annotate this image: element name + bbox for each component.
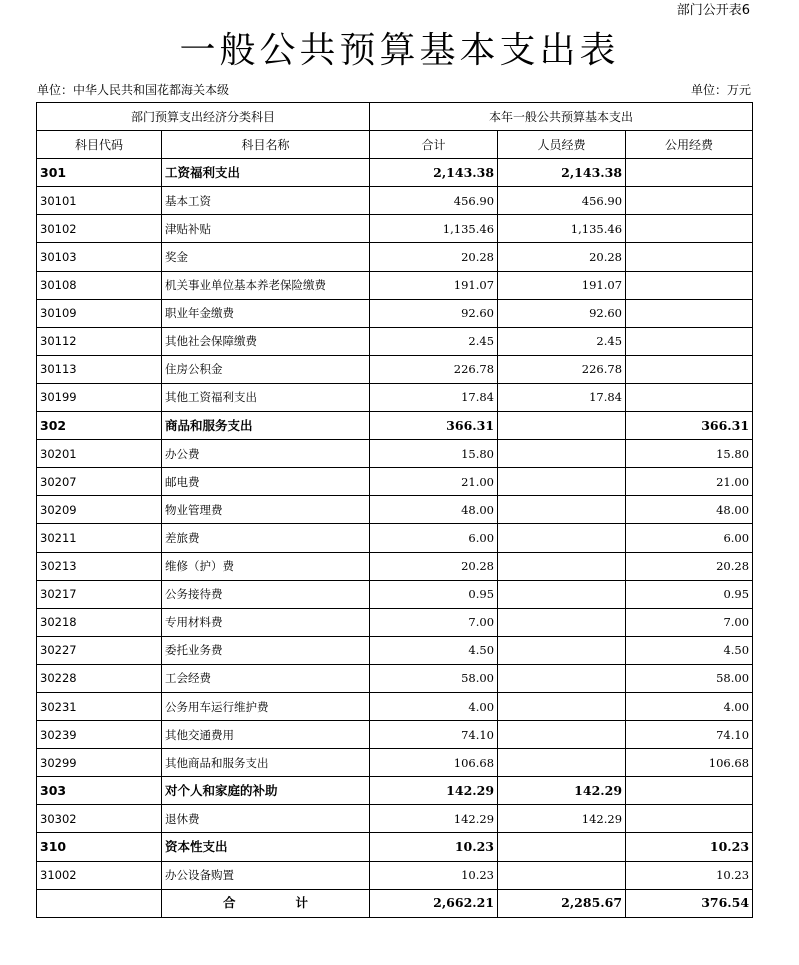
cell-total: 92.60 bbox=[370, 299, 498, 327]
cell-name: 其他社会保障缴费 bbox=[162, 327, 370, 355]
cell-name: 退休费 bbox=[162, 805, 370, 833]
cell-name: 住房公积金 bbox=[162, 355, 370, 383]
cell-total: 10.23 bbox=[370, 833, 498, 861]
cell-code: 30231 bbox=[37, 692, 162, 720]
table-row bbox=[37, 861, 753, 889]
cell-public: 15.80 bbox=[626, 440, 753, 468]
cell-total: 20.28 bbox=[370, 243, 498, 271]
cell-code: 30101 bbox=[37, 187, 162, 215]
cell-name: 津贴补贴 bbox=[162, 215, 370, 243]
cell-name: 其他工资福利支出 bbox=[162, 383, 370, 411]
cell-total: 7.00 bbox=[370, 608, 498, 636]
cell-personnel: 142.29 bbox=[498, 777, 626, 805]
cell-code: 30299 bbox=[37, 749, 162, 777]
cell-name: 基本工资 bbox=[162, 187, 370, 215]
cell-total: 1,135.46 bbox=[370, 215, 498, 243]
header-group-expenditure: 本年一般公共预算基本支出 bbox=[370, 103, 753, 131]
cell-code: 30102 bbox=[37, 215, 162, 243]
total-public: 376.54 bbox=[626, 889, 753, 917]
table-row bbox=[37, 327, 753, 355]
cell-total: 191.07 bbox=[370, 271, 498, 299]
cell-code: 30217 bbox=[37, 580, 162, 608]
cell-public: 74.10 bbox=[626, 721, 753, 749]
total-label bbox=[162, 889, 370, 917]
cell-name: 工会经费 bbox=[162, 664, 370, 692]
cell-personnel: 17.84 bbox=[498, 383, 626, 411]
header-column-row bbox=[37, 131, 753, 159]
cell-personnel: 226.78 bbox=[498, 355, 626, 383]
cell-total: 10.23 bbox=[370, 861, 498, 889]
cell-total: 58.00 bbox=[370, 664, 498, 692]
cell-public: 4.00 bbox=[626, 692, 753, 720]
cell-public: 21.00 bbox=[626, 468, 753, 496]
cell-public: 366.31 bbox=[626, 412, 753, 440]
cell-personnel: 2.45 bbox=[498, 327, 626, 355]
cell-total: 15.80 bbox=[370, 440, 498, 468]
cell-name: 公务接待费 bbox=[162, 580, 370, 608]
cell-code: 30209 bbox=[37, 496, 162, 524]
cell-total: 142.29 bbox=[370, 805, 498, 833]
cell-name: 物业管理费 bbox=[162, 496, 370, 524]
cell-personnel bbox=[498, 664, 626, 692]
cell-total: 17.84 bbox=[370, 383, 498, 411]
cell-name: 商品和服务支出 bbox=[162, 412, 370, 440]
cell-total: 142.29 bbox=[370, 777, 498, 805]
cell-personnel bbox=[498, 524, 626, 552]
cell-total: 20.28 bbox=[370, 552, 498, 580]
cell-total: 2.45 bbox=[370, 327, 498, 355]
cell-code: 30218 bbox=[37, 608, 162, 636]
cell-personnel bbox=[498, 721, 626, 749]
cell-public bbox=[626, 383, 753, 411]
cell-name: 机关事业单位基本养老保险缴费 bbox=[162, 271, 370, 299]
cell-total: 6.00 bbox=[370, 524, 498, 552]
unit-organization: 单位：中华人民共和国花都海关本级 bbox=[37, 83, 230, 97]
table-row bbox=[37, 496, 753, 524]
cell-public bbox=[626, 271, 753, 299]
cell-name: 委托业务费 bbox=[162, 636, 370, 664]
cell-total: 2,143.38 bbox=[370, 159, 498, 187]
header-personnel: 人员经费 bbox=[498, 131, 626, 159]
cell-code: 30213 bbox=[37, 552, 162, 580]
table-row bbox=[37, 580, 753, 608]
cell-code: 30239 bbox=[37, 721, 162, 749]
cell-personnel bbox=[498, 636, 626, 664]
section-row bbox=[37, 159, 753, 187]
cell-total: 226.78 bbox=[370, 355, 498, 383]
cell-name: 工资福利支出 bbox=[162, 159, 370, 187]
cell-code: 30199 bbox=[37, 383, 162, 411]
header-name: 科目名称 bbox=[162, 131, 370, 159]
header-group-classification: 部门预算支出经济分类科目 bbox=[37, 103, 370, 131]
header-total: 合计 bbox=[370, 131, 498, 159]
table-row bbox=[37, 805, 753, 833]
cell-personnel bbox=[498, 580, 626, 608]
cell-public: 48.00 bbox=[626, 496, 753, 524]
cell-public bbox=[626, 243, 753, 271]
cell-code: 30302 bbox=[37, 805, 162, 833]
section-row bbox=[37, 777, 753, 805]
cell-code: 30227 bbox=[37, 636, 162, 664]
table-row bbox=[37, 187, 753, 215]
table-row bbox=[37, 552, 753, 580]
cell-personnel: 142.29 bbox=[498, 805, 626, 833]
table-row bbox=[37, 271, 753, 299]
cell-personnel bbox=[498, 749, 626, 777]
table-row bbox=[37, 721, 753, 749]
cell-code: 30109 bbox=[37, 299, 162, 327]
cell-code: 30207 bbox=[37, 468, 162, 496]
cell-public bbox=[626, 327, 753, 355]
cell-personnel bbox=[498, 412, 626, 440]
cell-personnel bbox=[498, 861, 626, 889]
total-personnel: 2,285.67 bbox=[498, 889, 626, 917]
cell-public bbox=[626, 215, 753, 243]
total-label-b: 计 bbox=[295, 895, 309, 911]
table-row bbox=[37, 243, 753, 271]
cell-name: 其他商品和服务支出 bbox=[162, 749, 370, 777]
cell-public: 20.28 bbox=[626, 552, 753, 580]
cell-name: 维修（护）费 bbox=[162, 552, 370, 580]
cell-name: 职业年金缴费 bbox=[162, 299, 370, 327]
cell-public bbox=[626, 299, 753, 327]
section-row bbox=[37, 412, 753, 440]
cell-total: 0.95 bbox=[370, 580, 498, 608]
cell-total: 106.68 bbox=[370, 749, 498, 777]
cell-total: 48.00 bbox=[370, 496, 498, 524]
document-number: 部门公开表6 bbox=[676, 3, 750, 18]
table-row bbox=[37, 215, 753, 243]
cell-personnel bbox=[498, 552, 626, 580]
cell-personnel: 92.60 bbox=[498, 299, 626, 327]
cell-code: 30103 bbox=[37, 243, 162, 271]
cell-public: 10.23 bbox=[626, 861, 753, 889]
budget-table-body bbox=[37, 103, 753, 918]
cell-code: 31002 bbox=[37, 861, 162, 889]
cell-code: 30211 bbox=[37, 524, 162, 552]
cell-personnel: 2,143.38 bbox=[498, 159, 626, 187]
cell-name: 邮电费 bbox=[162, 468, 370, 496]
cell-code: 30201 bbox=[37, 440, 162, 468]
cell-code: 30108 bbox=[37, 271, 162, 299]
cell-total: 4.50 bbox=[370, 636, 498, 664]
section-row bbox=[37, 833, 753, 861]
cell-public: 58.00 bbox=[626, 664, 753, 692]
cell-personnel bbox=[498, 692, 626, 720]
cell-code-empty bbox=[37, 889, 162, 917]
cell-code: 30113 bbox=[37, 355, 162, 383]
cell-name: 办公费 bbox=[162, 440, 370, 468]
cell-code: 310 bbox=[37, 833, 162, 861]
cell-public: 106.68 bbox=[626, 749, 753, 777]
table-row bbox=[37, 355, 753, 383]
budget-table bbox=[36, 102, 753, 918]
cell-name: 差旅费 bbox=[162, 524, 370, 552]
cell-personnel bbox=[498, 608, 626, 636]
cell-personnel: 456.90 bbox=[498, 187, 626, 215]
cell-name: 公务用车运行维护费 bbox=[162, 692, 370, 720]
cell-personnel bbox=[498, 496, 626, 524]
header-group-row bbox=[37, 103, 753, 131]
cell-personnel bbox=[498, 440, 626, 468]
cell-public bbox=[626, 187, 753, 215]
cell-total: 21.00 bbox=[370, 468, 498, 496]
table-row bbox=[37, 524, 753, 552]
cell-personnel bbox=[498, 468, 626, 496]
cell-public bbox=[626, 805, 753, 833]
cell-personnel bbox=[498, 833, 626, 861]
table-row bbox=[37, 608, 753, 636]
cell-code: 30112 bbox=[37, 327, 162, 355]
cell-public: 10.23 bbox=[626, 833, 753, 861]
table-row bbox=[37, 299, 753, 327]
table-row bbox=[37, 664, 753, 692]
cell-personnel: 1,135.46 bbox=[498, 215, 626, 243]
total-row bbox=[37, 889, 753, 917]
cell-name: 办公设备购置 bbox=[162, 861, 370, 889]
cell-code: 301 bbox=[37, 159, 162, 187]
table-row bbox=[37, 440, 753, 468]
total-total: 2,662.21 bbox=[370, 889, 498, 917]
cell-code: 303 bbox=[37, 777, 162, 805]
cell-public bbox=[626, 777, 753, 805]
unit-currency: 单位：万元 bbox=[690, 83, 751, 97]
cell-public: 6.00 bbox=[626, 524, 753, 552]
cell-total: 456.90 bbox=[370, 187, 498, 215]
cell-personnel: 20.28 bbox=[498, 243, 626, 271]
cell-total: 74.10 bbox=[370, 721, 498, 749]
header-public: 公用经费 bbox=[626, 131, 753, 159]
cell-code: 302 bbox=[37, 412, 162, 440]
cell-total: 366.31 bbox=[370, 412, 498, 440]
header-code: 科目代码 bbox=[37, 131, 162, 159]
cell-name: 对个人和家庭的补助 bbox=[162, 777, 370, 805]
table-row bbox=[37, 383, 753, 411]
cell-total: 4.00 bbox=[370, 692, 498, 720]
table-row bbox=[37, 636, 753, 664]
table-row bbox=[37, 468, 753, 496]
cell-name: 其他交通费用 bbox=[162, 721, 370, 749]
cell-personnel: 191.07 bbox=[498, 271, 626, 299]
cell-name: 专用材料费 bbox=[162, 608, 370, 636]
table-row bbox=[37, 692, 753, 720]
cell-name: 资本性支出 bbox=[162, 833, 370, 861]
total-label-a: 合 bbox=[222, 895, 236, 911]
cell-code: 30228 bbox=[37, 664, 162, 692]
cell-public: 0.95 bbox=[626, 580, 753, 608]
page-title: 一般公共预算基本支出表 bbox=[179, 30, 620, 71]
cell-public: 7.00 bbox=[626, 608, 753, 636]
table-row bbox=[37, 749, 753, 777]
cell-public bbox=[626, 159, 753, 187]
cell-public bbox=[626, 355, 753, 383]
cell-public: 4.50 bbox=[626, 636, 753, 664]
cell-name: 奖金 bbox=[162, 243, 370, 271]
